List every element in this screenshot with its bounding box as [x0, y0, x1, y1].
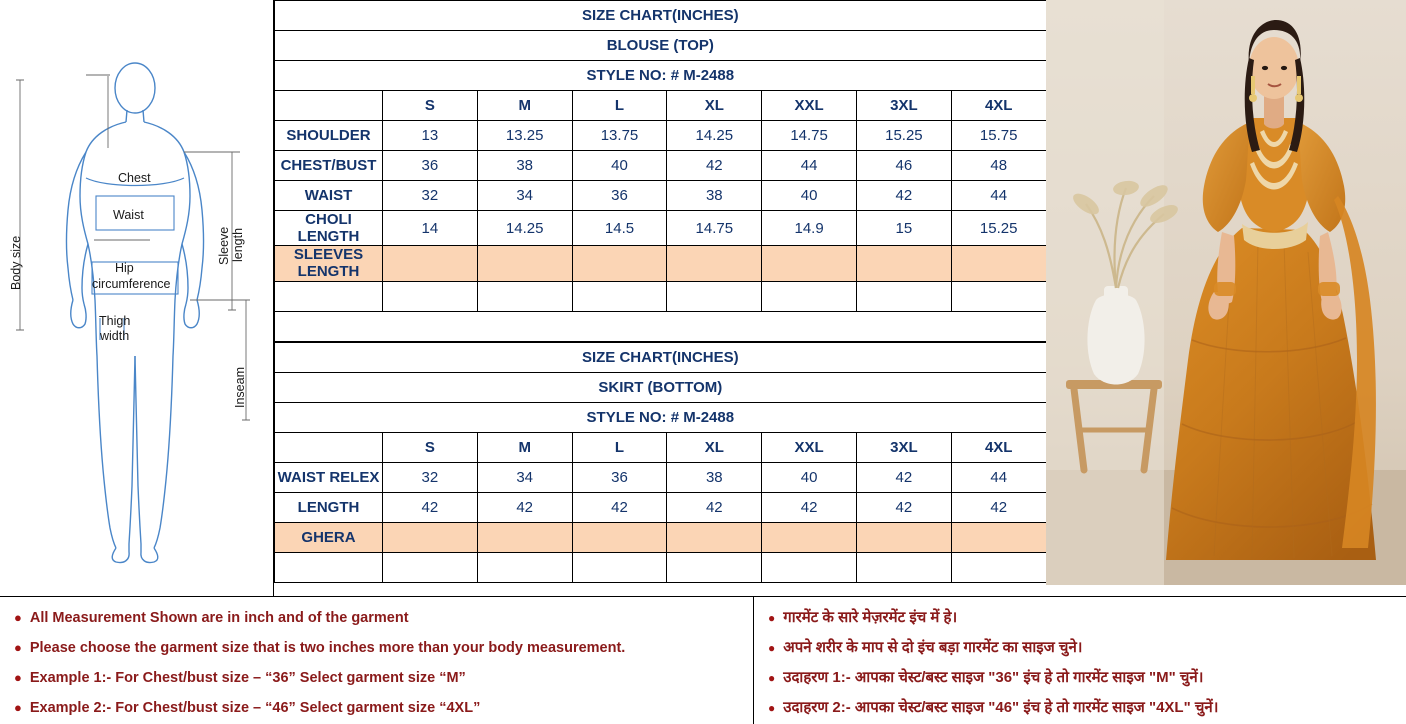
label-sleeve-length-1: Sleeve	[217, 226, 231, 265]
note-hi-4-text: उदाहरण 2:- आपका चेस्ट/बस्ट साइज "46" इंच हे तो गारमेंट साइज "4XL" चुनें।	[783, 699, 1219, 716]
table-spacer-row	[275, 311, 1047, 341]
cell-waistrelex-xxl: 40	[762, 462, 857, 492]
note-hi-4	[768, 693, 1406, 723]
cell-empty-bottom-xl	[667, 552, 762, 582]
bullet-icon: ●	[768, 611, 776, 625]
blouse-size-chart	[274, 0, 1047, 342]
table-row	[275, 342, 1047, 372]
table-row	[275, 61, 1047, 91]
cell-empty-top-l	[572, 281, 667, 311]
notes-english	[0, 597, 754, 724]
cell-waistrelex-4xl: 44	[951, 462, 1046, 492]
chart-top-size-s: S	[383, 91, 478, 121]
note-hi-1	[768, 603, 1406, 633]
chart-bottom-size-xxl: XXL	[762, 432, 857, 462]
note-en-2	[14, 633, 753, 663]
chart-bottom-size-xl: XL	[667, 432, 762, 462]
cell-choli-m: 14.25	[477, 211, 572, 246]
cell-length-3xl: 42	[856, 492, 951, 522]
cell-chest-m: 38	[477, 151, 572, 181]
table-header-row	[275, 432, 1047, 462]
row-label-ghera: GHERA	[275, 522, 383, 552]
note-en-3-text: Example 1:- For Chest/bust size – “36” Select garment size “M”	[29, 670, 466, 686]
cell-ghera-3xl	[856, 522, 951, 552]
chart-bottom-size-4xl: 4XL	[951, 432, 1046, 462]
table-row	[275, 1, 1047, 31]
cell-choli-xl: 14.75	[667, 211, 762, 246]
cell-waist-s: 32	[383, 181, 478, 211]
table-row	[275, 31, 1047, 61]
label-thigh-width: width	[100, 329, 130, 343]
cell-waistrelex-s: 32	[383, 462, 478, 492]
cell-choli-3xl: 15	[856, 211, 951, 246]
note-hi-1-text: गारमेंट के सारे मेज़रमेंट इंच में हे।	[783, 609, 958, 626]
cell-shoulder-l: 13.75	[572, 121, 667, 151]
row-label-length: LENGTH	[275, 492, 383, 522]
cell-empty-top-4xl	[951, 281, 1046, 311]
chart-top-size-m: M	[477, 91, 572, 121]
note-hi-2	[768, 633, 1406, 663]
chart-top-size-xl: XL	[667, 91, 762, 121]
label-body-size: Body size	[9, 235, 23, 290]
table-row	[275, 402, 1047, 432]
chart-bottom-size-s: S	[383, 432, 478, 462]
note-en-3	[14, 663, 753, 693]
cell-ghera-l	[572, 522, 667, 552]
row-label-choli-length: CHOLI LENGTH	[275, 211, 383, 246]
note-en-4	[14, 693, 753, 723]
chart-top-size-l: L	[572, 91, 667, 121]
cell-chest-3xl: 46	[856, 151, 951, 181]
cell-waist-xl: 38	[667, 181, 762, 211]
cell-empty-top-3xl	[856, 281, 951, 311]
vase	[1087, 286, 1144, 385]
label-waist: Waist	[113, 208, 144, 222]
product-photo-illustration	[1046, 0, 1406, 585]
cell-shoulder-4xl: 15.75	[951, 121, 1046, 151]
chart-spacer	[275, 311, 1047, 341]
table-row	[275, 181, 1047, 211]
cell-shoulder-xl: 14.25	[667, 121, 762, 151]
bullet-icon: ●	[14, 670, 22, 685]
notes-section	[0, 596, 1406, 724]
cell-empty-top-xxl	[762, 281, 857, 311]
table-row	[275, 281, 1047, 311]
skirt-size-chart	[274, 342, 1047, 583]
chart-bottom-style-no: STYLE NO: # M-2488	[275, 402, 1047, 432]
cell-chest-xl: 42	[667, 151, 762, 181]
table-row	[275, 552, 1047, 582]
cell-empty-bottom-xxl	[762, 552, 857, 582]
cell-shoulder-s: 13	[383, 121, 478, 151]
cell-length-l: 42	[572, 492, 667, 522]
face	[1249, 37, 1299, 99]
cell-chest-l: 40	[572, 151, 667, 181]
cell-waist-m: 34	[477, 181, 572, 211]
cell-sleeves-s	[383, 246, 478, 282]
chart-top-size-4xl: 4XL	[951, 91, 1046, 121]
chart-bottom-subtitle: SKIRT (BOTTOM)	[275, 372, 1047, 402]
table-row	[275, 246, 1047, 282]
cell-waistrelex-l: 36	[572, 462, 667, 492]
cell-sleeves-xl	[667, 246, 762, 282]
chart-top-style-no: STYLE NO: # M-2488	[275, 61, 1047, 91]
row-label-shoulder: SHOULDER	[275, 121, 383, 151]
chart-top-size-xxl: XXL	[762, 91, 857, 121]
cell-choli-4xl: 15.25	[951, 211, 1046, 246]
cell-ghera-xl	[667, 522, 762, 552]
label-thigh: Thigh	[99, 314, 131, 328]
cell-choli-s: 14	[383, 211, 478, 246]
cell-chest-s: 36	[383, 151, 478, 181]
chart-bottom-corner-cell	[275, 432, 383, 462]
note-en-1-text: All Measurement Shown are in inch and of the garment	[29, 610, 409, 626]
table-header-row	[275, 91, 1047, 121]
cell-sleeves-m	[477, 246, 572, 282]
label-sleeve-length-2: length	[231, 227, 245, 262]
note-en-4-text: Example 2:- For Chest/bust size – “46” Select garment size “4XL”	[29, 700, 481, 716]
cell-choli-l: 14.5	[572, 211, 667, 246]
chart-bottom-size-3xl: 3XL	[856, 432, 951, 462]
cell-empty-top-s	[383, 281, 478, 311]
note-hi-3-text: उदाहरण 1:- आपका चेस्ट/बस्ट साइज "36" इंच हे तो गारमेंट साइज "M" चुनें।	[783, 669, 1204, 686]
notes-hindi	[754, 597, 1406, 724]
cell-empty-top-m	[477, 281, 572, 311]
bullet-icon: ●	[768, 671, 776, 685]
cell-sleeves-l	[572, 246, 667, 282]
cell-length-4xl: 42	[951, 492, 1046, 522]
cell-length-xxl: 42	[762, 492, 857, 522]
table-row	[275, 121, 1047, 151]
cell-sleeves-3xl	[856, 246, 951, 282]
label-hip-circumference: circumference	[92, 277, 171, 291]
row-label-waist: WAIST	[275, 181, 383, 211]
cell-ghera-xxl	[762, 522, 857, 552]
product-photo	[1046, 0, 1406, 585]
body-diagram-panel	[0, 0, 274, 596]
bullet-icon: ●	[768, 641, 776, 655]
cell-ghera-4xl	[951, 522, 1046, 552]
row-label-empty-top	[275, 281, 383, 311]
cell-waistrelex-3xl: 42	[856, 462, 951, 492]
cell-shoulder-3xl: 15.25	[856, 121, 951, 151]
cell-ghera-m	[477, 522, 572, 552]
cell-ghera-s	[383, 522, 478, 552]
chart-bottom-size-l: L	[572, 432, 667, 462]
cell-empty-bottom-s	[383, 552, 478, 582]
bullet-icon: ●	[14, 610, 22, 625]
bullet-icon: ●	[14, 700, 22, 715]
cell-shoulder-xxl: 14.75	[762, 121, 857, 151]
cell-sleeves-xxl	[762, 246, 857, 282]
cell-waist-l: 36	[572, 181, 667, 211]
table-row	[275, 151, 1047, 181]
body-diagram	[0, 0, 274, 596]
cell-empty-bottom-l	[572, 552, 667, 582]
cell-chest-4xl: 48	[951, 151, 1046, 181]
chart-top-corner-cell	[275, 91, 383, 121]
cell-shoulder-m: 13.25	[477, 121, 572, 151]
neck	[1264, 96, 1284, 129]
chart-top-title: SIZE CHART(INCHES)	[275, 1, 1047, 31]
chart-bottom-size-m: M	[477, 432, 572, 462]
bullet-icon: ●	[768, 701, 776, 715]
chart-top-subtitle: BLOUSE (TOP)	[275, 31, 1047, 61]
note-hi-2-text: अपने शरीर के माप से दो इंच बड़ा गारमेंट का साइज चुने।	[783, 639, 1083, 656]
cell-waist-4xl: 44	[951, 181, 1046, 211]
row-label-waist-relex: WAIST RELEX	[275, 462, 383, 492]
cell-choli-xxl: 14.9	[762, 211, 857, 246]
row-label-empty-bottom	[275, 552, 383, 582]
bullet-icon: ●	[14, 640, 22, 655]
cell-waist-xxl: 40	[762, 181, 857, 211]
label-chest: Chest	[118, 171, 151, 185]
cell-length-xl: 42	[667, 492, 762, 522]
table-row	[275, 522, 1047, 552]
chart-bottom-title: SIZE CHART(INCHES)	[275, 342, 1047, 372]
table-row	[275, 211, 1047, 246]
cell-waistrelex-m: 34	[477, 462, 572, 492]
label-hip: Hip	[115, 261, 134, 275]
cell-empty-bottom-m	[477, 552, 572, 582]
row-label-sleeves-length: SLEEVES LENGTH	[275, 246, 383, 282]
table-row	[275, 462, 1047, 492]
cell-empty-bottom-3xl	[856, 552, 951, 582]
row-label-chest-bust: CHEST/BUST	[275, 151, 383, 181]
cell-waistrelex-xl: 38	[667, 462, 762, 492]
cell-empty-top-xl	[667, 281, 762, 311]
note-hi-3	[768, 663, 1406, 693]
table-row	[275, 372, 1047, 402]
label-inseam: Inseam	[233, 367, 247, 408]
note-en-1	[14, 603, 753, 633]
cell-length-m: 42	[477, 492, 572, 522]
cell-sleeves-4xl	[951, 246, 1046, 282]
cell-waist-3xl: 42	[856, 181, 951, 211]
cell-chest-xxl: 44	[762, 151, 857, 181]
chart-top-size-3xl: 3XL	[856, 91, 951, 121]
size-chart-tables	[274, 0, 1046, 596]
table-row	[275, 492, 1047, 522]
cell-empty-bottom-4xl	[951, 552, 1046, 582]
note-en-2-text: Please choose the garment size that is two inches more than your body measurement.	[29, 640, 626, 656]
cell-length-s: 42	[383, 492, 478, 522]
